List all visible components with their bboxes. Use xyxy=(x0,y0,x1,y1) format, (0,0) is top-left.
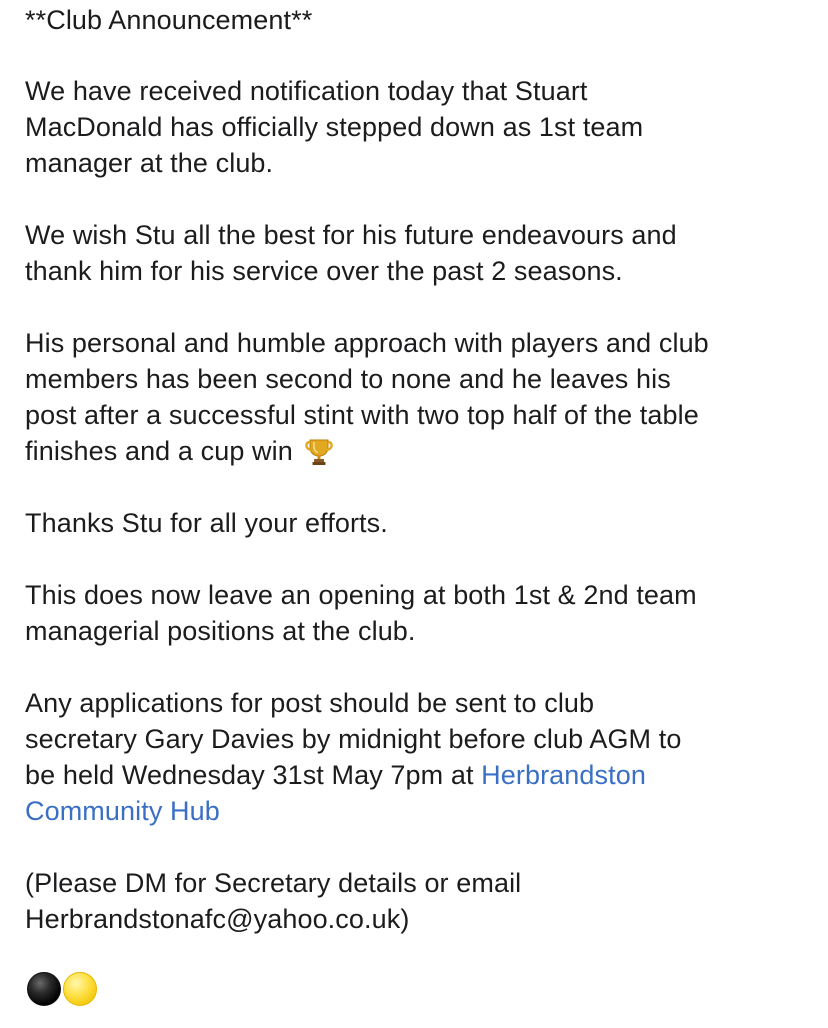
paragraph-2-line-2: thank him for his service over the past 2 seasons. xyxy=(25,256,623,286)
trophy-icon xyxy=(304,436,334,475)
paragraph-1-line-3: manager at the club. xyxy=(25,148,274,178)
announcement-heading: **Club Announcement** xyxy=(25,5,313,35)
paragraph-5-line-2: managerial positions at the club. xyxy=(25,616,416,646)
yellow-circle-icon xyxy=(63,972,97,1006)
club-colours-emoji xyxy=(27,972,97,1006)
paragraph-7-line-1: (Please DM for Secretary details or email xyxy=(25,868,522,898)
paragraph-6-line-3-text: be held Wednesday 31st May 7pm at xyxy=(25,760,482,790)
paragraph-3-line-2: members has been second to none and he leaves his xyxy=(25,364,671,394)
location-link-part-1[interactable]: Herbrandston xyxy=(481,760,646,790)
paragraph-1-line-2: MacDonald has officially stepped down as 1st team xyxy=(25,112,644,142)
paragraph-3-line-1: His personal and humble approach with players and club xyxy=(25,328,709,358)
paragraph-6-line-2: secretary Gary Davies by midnight before club AGM to xyxy=(25,724,682,754)
paragraph-7-line-2: Herbrandstonafc@yahoo.co.uk) xyxy=(25,904,410,934)
paragraph-2-line-1: We wish Stu all the best for his future endeavours and xyxy=(25,220,677,250)
paragraph-6-line-1: Any applications for post should be sent to club xyxy=(25,688,595,718)
paragraph-5-line-1: This does now leave an opening at both 1st & 2nd team xyxy=(25,580,697,610)
paragraph-3-line-4-text: finishes and a cup win xyxy=(25,436,293,466)
paragraph-3-line-3: post after a successful stint with two top half of the table xyxy=(25,400,699,430)
location-link-part-2[interactable]: Community Hub xyxy=(25,796,220,826)
paragraph-1-line-1: We have received notification today that Stuart xyxy=(25,76,588,106)
black-circle-icon xyxy=(27,972,61,1006)
paragraph-4: Thanks Stu for all your efforts. xyxy=(25,508,388,538)
paragraph-6-line-3 xyxy=(25,757,646,793)
paragraph-3-line-4 xyxy=(25,433,334,475)
